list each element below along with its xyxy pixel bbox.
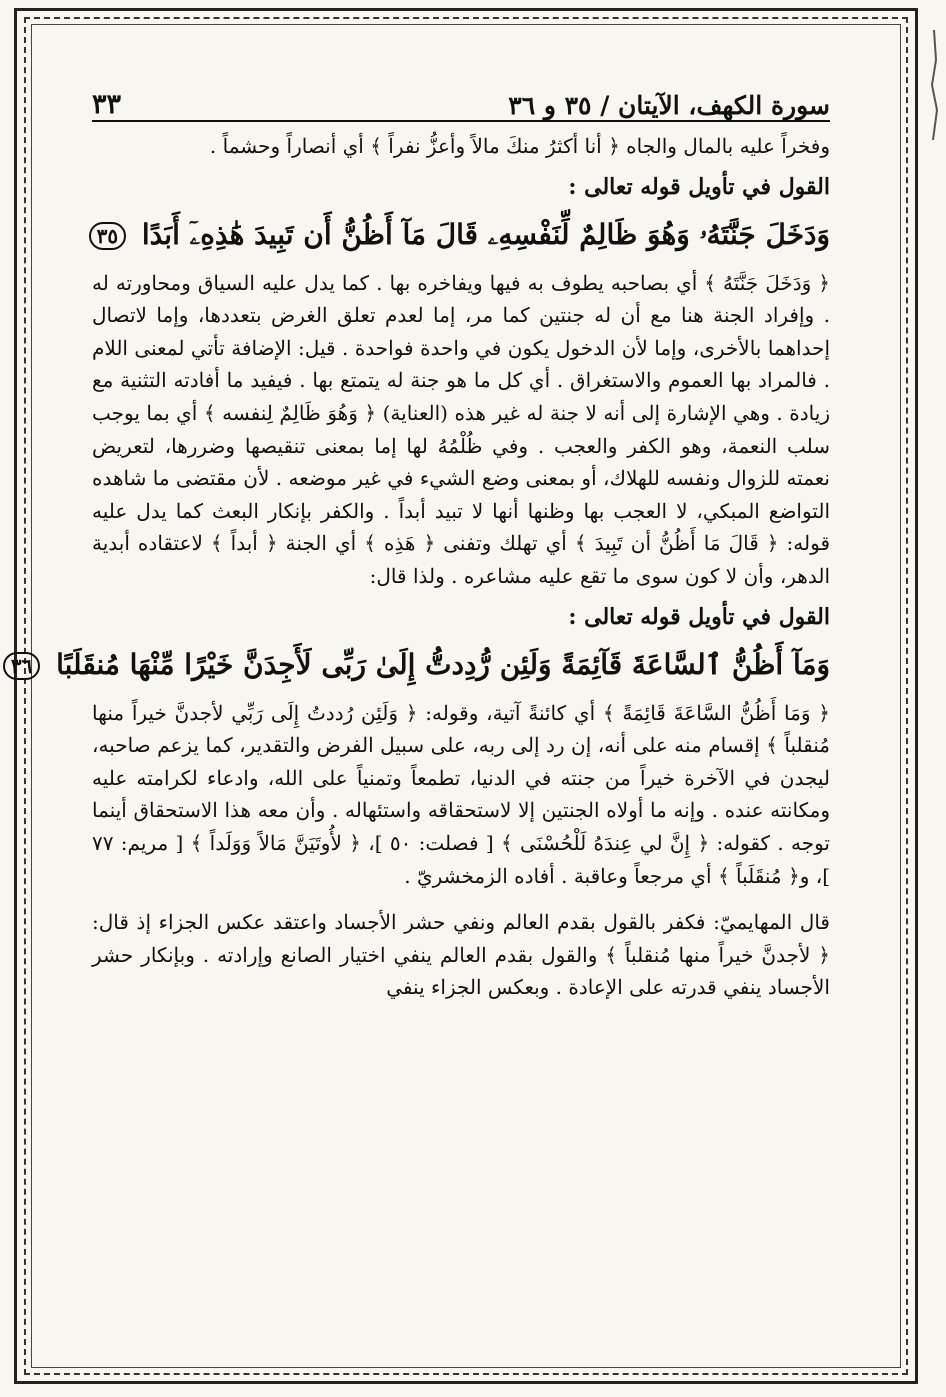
verse-35-text: وَدَخَلَ جَنَّتَهُۥ وَهُوَ ظَالِمٌ لِّنَفْسِهِۦ قَالَ مَآ أَظُنُّ أَن تَبِيدَ هَٰذِهِۦٓ أَبَدًا	[141, 217, 830, 251]
commentary-paragraph-3: قال المهايميّ: فكفر بالقول بقدم العالم ونفي حشر الأجساد واعتقد عكس الجزاء إذ قال: ﴿ لأجدنَّ خيراً منها مُنقلباً ﴾ والقول بقدم العالم ينفي اختيار الصانع وإرادته . وبإنكار حشر الأجساد ينفي قدرته على الإعادة . وبعكس الجزاء ينفي	[92, 910, 830, 1000]
quran-verse-35	[92, 209, 830, 261]
section-heading-1: القول في تأويل قوله تعالى :	[568, 173, 830, 200]
running-header	[92, 76, 830, 122]
commentary-paragraph-2: ﴿ وَمَا أَظُنُّ السَّاعَةَ قَائِمَةً ﴾ أي كائنةً آتية، وقوله: ﴿ وَلَئِن رُددتُ إِلَى رَبِّي لأجدنَّ خيراً منها مُنقلباً ﴾ إقسام منه على أنه، إن رد إلى ربه، على سبيل الفرض والتقدير، كما يزعم صاحبه، ليجدن في الآخرة خيراً من جنته في الدنيا، تطمعاً وتمنياً على الله، وادعاء لكرامته عليه ومكانته عنده . وإنه ما أولاه الجنتين إلا لاستحقاقه واستئهاله . وأن معه هذا الاستحقاق أينما توجه . كقوله: ﴿ إِنَّ لي عِندَهُ لَلْحُسْنَى ﴾ [ فصلت: ٥٠ ]، ﴿ لأُوتَيَنَّ مَالاً وَوَلَداً ﴾ [ مريم: ٧٧ ]، و﴿ مُنقَلَباً ﴾ أي مرجعاً وعاقبة . أفاده الزمخشريّ .	[92, 700, 830, 888]
verse-36-text: وَمَآ أَظُنُّ ٱلسَّاعَةَ قَآئِمَةً وَلَئِن رُّدِدتُّ إِلَىٰ رَبِّى لَأَجِدَنَّ خَيْرًا مِّنْهَا مُنقَلَبًا	[56, 647, 830, 681]
paragraph-spacer	[92, 892, 830, 906]
ayah-number-35: ٣٥	[89, 222, 126, 250]
surah-title: سورة الكهف، الآيتان / ٣٥ و ٣٦	[508, 91, 830, 120]
quran-verse-36	[10, 639, 830, 691]
section-heading-2: القول في تأويل قوله تعالى :	[568, 603, 830, 630]
book-page	[10, 76, 831, 1004]
page-number: ٣٣	[92, 89, 122, 120]
binding-edge-mark	[926, 30, 942, 140]
paragraph-intro: وفخراً عليه بالمال والجاه ﴿ أنا أكثرُ منكَ مالاً وأعزُّ نفراً ﴾ أي أنصاراً وحشماً .	[209, 134, 830, 158]
ayah-number-36: ٣٦	[3, 652, 40, 680]
commentary-paragraph-1: ﴿ وَدَخَلَ جَنَّتَهُ ﴾ أي بصاحبه يطوف به فيها ويفاخره بها . كما يدل عليه السياق ومحاورته له . وإفراد الجنة هنا مع أن له جنتين كما مر، إما لعدم تعلق الغرض بتعددها، وإما لاتصال إحداهما بالأخرى، وإما لأن الدخول يكون في واحدة فواحدة . قيل: الإضافة تأتي لمعنى اللام . فالمراد بها العموم والاستغراق . أي كل ما هو جنة له يتمتع بها . فيفيد ما أفادته التثنية مع زيادة . وهي الإشارة إلى أنه لا جنة له غير هذه (العناية) ﴿ وَهُوَ ظَالِمٌ لِنفسه ﴾ أي بما يوجب سلب النعمة، وهو الكفر والعجب . وفي ظُلْمُهُ لها إما بمعنى تنقيصها وضررها، لتعريض نعمته للزوال ونفسه للهلاك، أو بمعنى وضع الشيء في غير موضعه . لأن مقتضى ما شاهده التواضع المبكي، لا العجب بها وظنها أنها لا تبيد أبداً . والكفر بإنكار البعث كما يدل عليه قوله: ﴿ قَالَ مَا أَظُنُّ أن تَبِيدَ ﴾ أي تهلك وتفنى ﴿ هَذِه ﴾ أي الجنة ﴿ أبداً ﴾ لاعتقاده أبدية الدهر، وأن لا كون سوى ما تقع عليه مشاعره . ولذا قال:	[92, 270, 831, 588]
